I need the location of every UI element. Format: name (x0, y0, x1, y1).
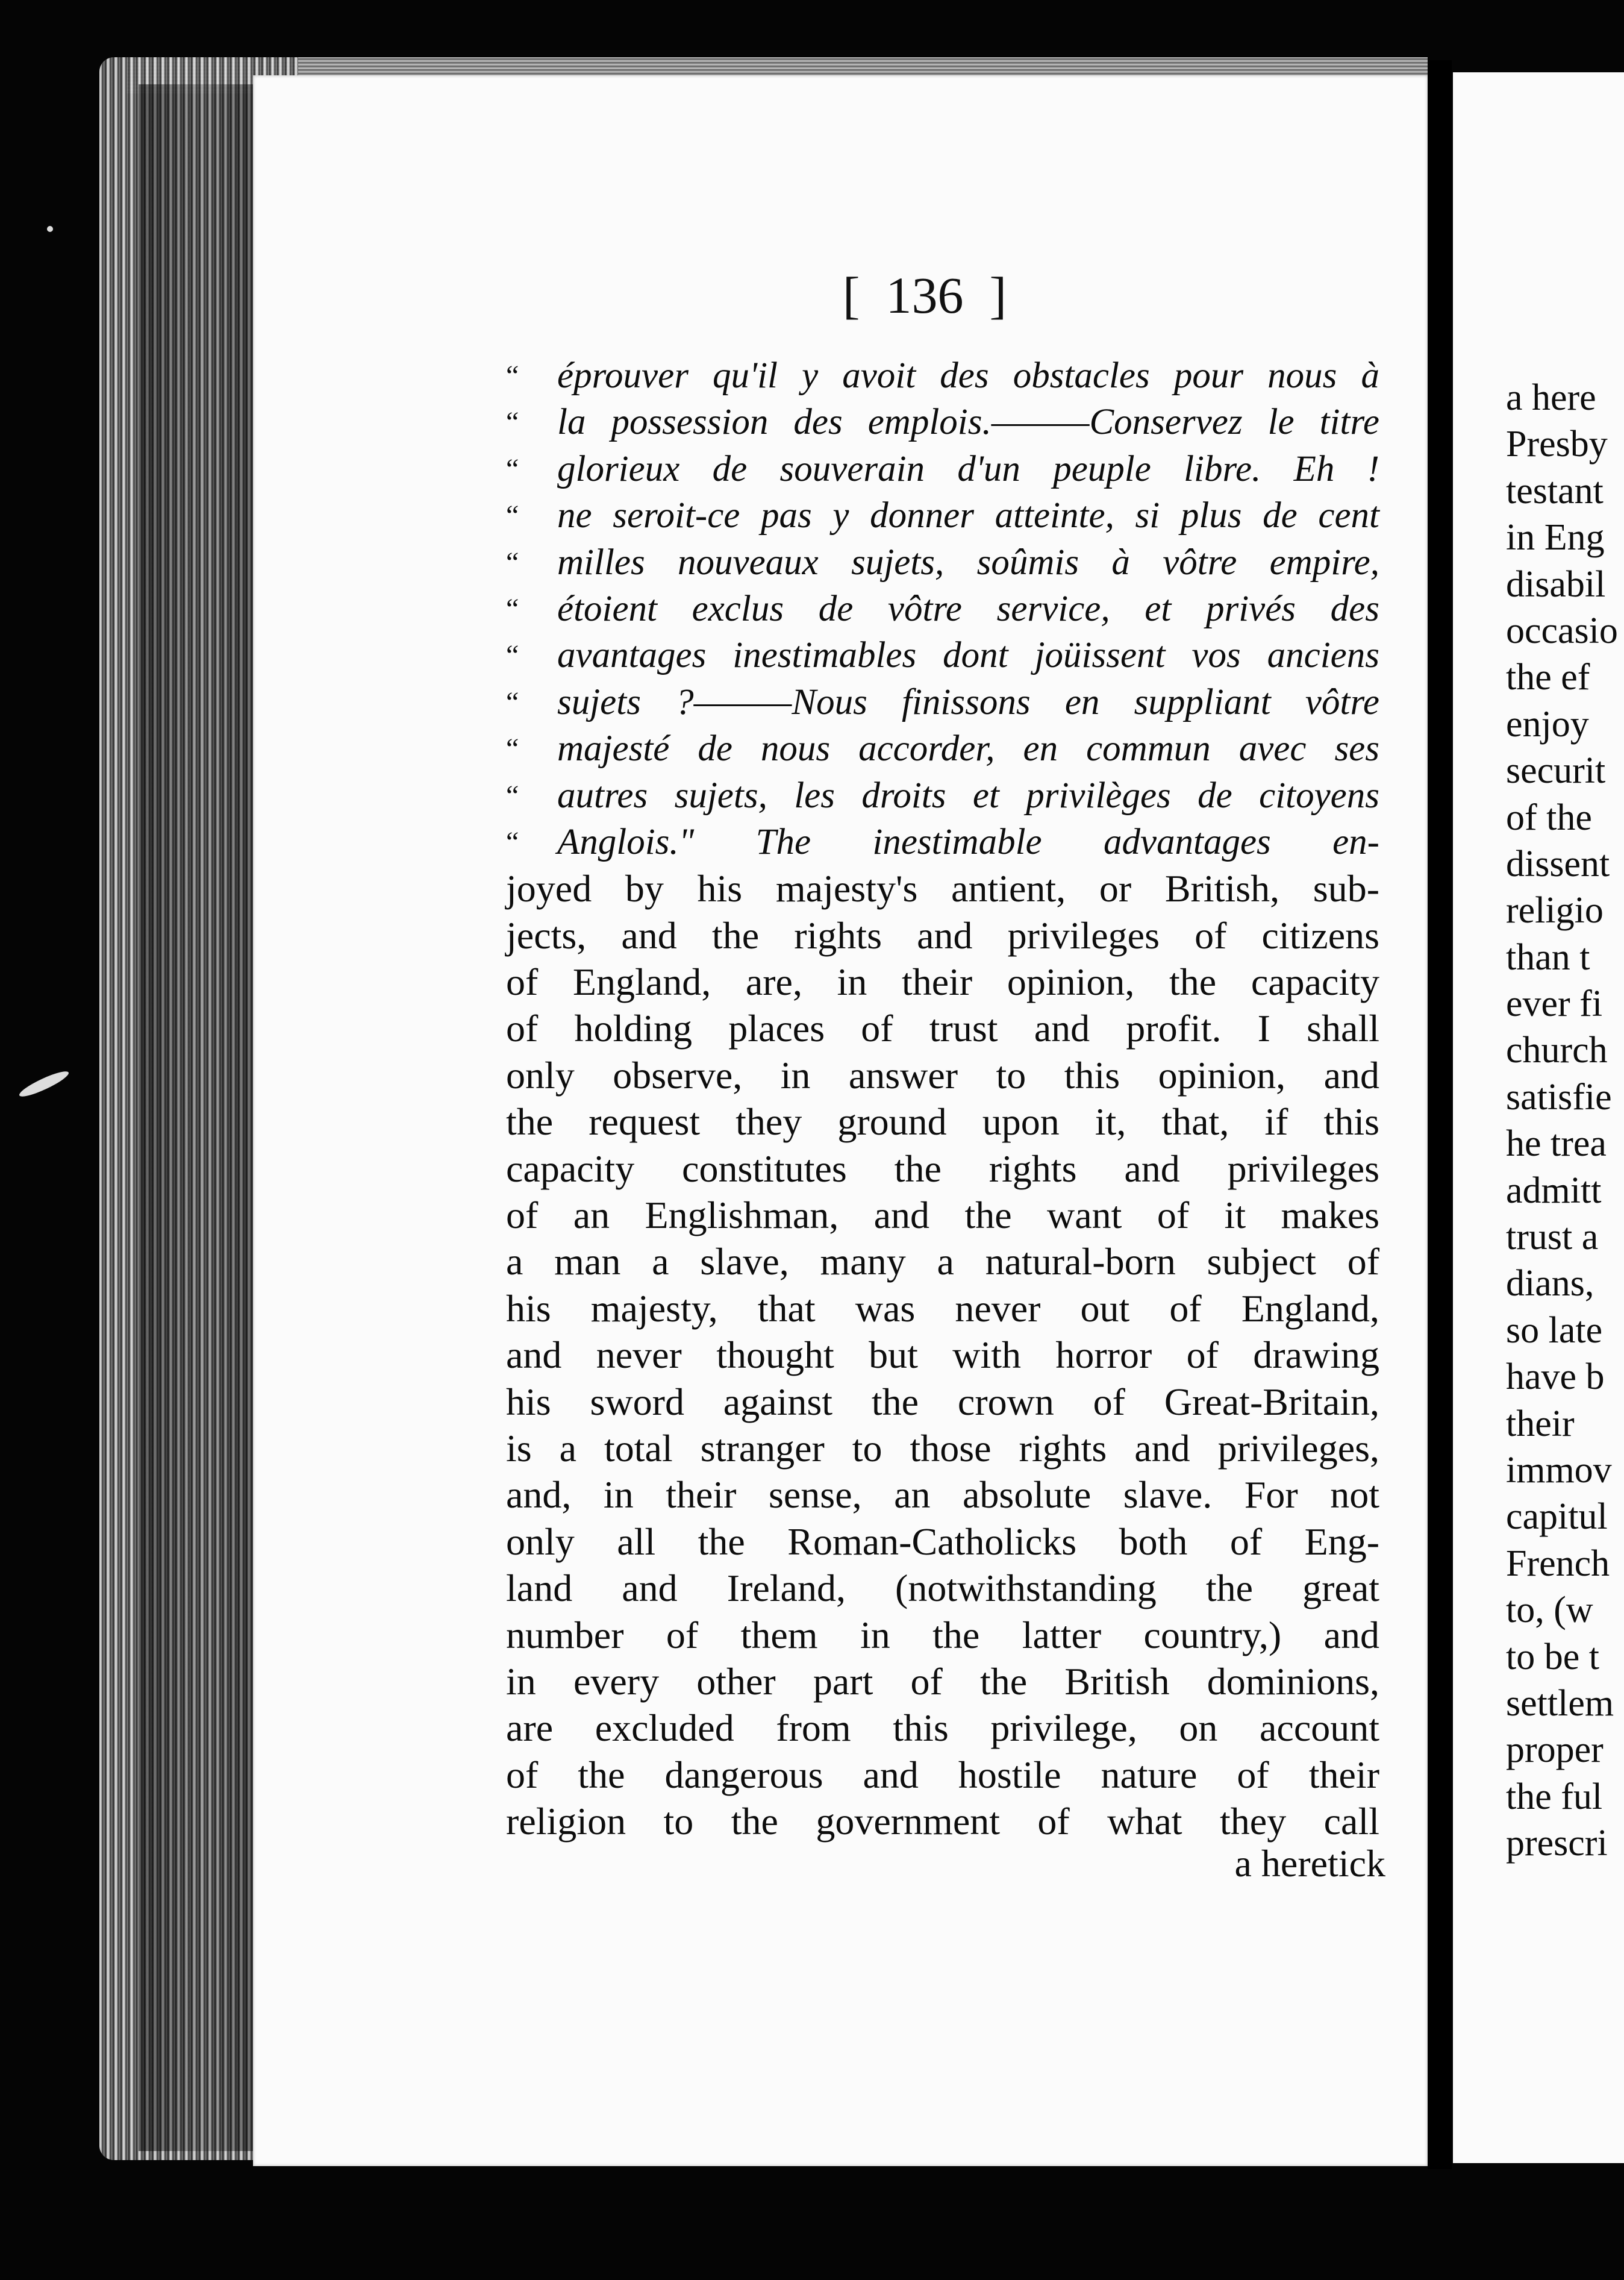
line-text: éprouver qu'il y avoit des obstacles pour nous à (557, 355, 1379, 396)
line-text: capacity constitutes the rights and privileges (506, 1147, 1379, 1190)
quote-mark: “ (506, 639, 519, 672)
text-line (506, 1285, 1379, 1332)
line-text: only all the Roman-Catholicks both of Eng- (506, 1520, 1379, 1563)
facing-text-line: satisfie (1506, 1076, 1612, 1118)
quote-mark: “ (506, 500, 519, 532)
facing-text-line: than t (1506, 936, 1590, 978)
line-text: la possession des emplois.———Conservez le titre (557, 402, 1379, 443)
page-body-text (506, 352, 1379, 1845)
facing-text-line: admitt (1506, 1170, 1602, 1211)
text-line (506, 1425, 1379, 1471)
line-text: ne seroit-ce pas y donner atteinte, si plus de cent (557, 495, 1379, 536)
text-line (506, 772, 1379, 819)
text-line (506, 1005, 1379, 1051)
facing-text-line: the ef (1506, 657, 1590, 698)
line-text: and, in their sense, an absolute slave. For not (506, 1473, 1379, 1517)
facing-text-line: to be t (1506, 1636, 1599, 1677)
quote-mark: “ (506, 779, 519, 812)
line-text: his majesty, that was never out of England, (506, 1286, 1379, 1330)
quote-mark: “ (506, 406, 519, 439)
facing-text-line: French (1506, 1542, 1610, 1584)
quote-mark: “ (506, 546, 519, 578)
text-line (506, 1145, 1379, 1192)
text-line (506, 1471, 1379, 1518)
line-text: the request they ground upon it, that, if this (506, 1100, 1379, 1144)
facing-text-line: securit (1506, 750, 1606, 792)
text-line (506, 912, 1379, 959)
line-text: in every other part of the British dominions, (506, 1659, 1379, 1703)
facing-text-line: to, (w (1506, 1589, 1593, 1631)
facing-text-line: immov (1506, 1449, 1612, 1491)
facing-text-line: capitul (1506, 1496, 1608, 1538)
quote-mark: “ (506, 686, 519, 718)
facing-text-line: religio (1506, 890, 1604, 932)
facing-text-line: he trea (1506, 1123, 1607, 1165)
line-text: and never thought but with horror of drawing (506, 1333, 1379, 1377)
facing-text-line: Presby (1506, 424, 1608, 465)
line-text: sujets ?———Nous finissons en suppliant vôtre (557, 681, 1379, 722)
line-text: Anglois." The inestimable advantages en- (557, 821, 1379, 862)
facing-text-line: settlem (1506, 1682, 1614, 1724)
line-text: étoient exclus de vôtre service, et privés des (557, 588, 1379, 629)
text-line (506, 1379, 1379, 1425)
facing-text-line: prescri (1506, 1823, 1608, 1864)
text-line (506, 819, 1379, 865)
line-text: avantages inestimables dont joüissent vos anciens (557, 635, 1379, 676)
quote-mark: “ (506, 733, 519, 765)
facing-text-line: trust a (1506, 1217, 1599, 1258)
line-text: only observe, in answer to this opinion, and (506, 1053, 1379, 1097)
text-line (506, 399, 1379, 445)
facing-text-line: proper (1506, 1729, 1604, 1771)
line-text: is a total stranger to those rights and privileges, (506, 1426, 1379, 1470)
facing-text-line: enjoy (1506, 703, 1589, 745)
facing-text-line: church (1506, 1030, 1608, 1071)
text-line (506, 1098, 1379, 1145)
line-text: number of them in the latter country,) and (506, 1613, 1379, 1656)
facing-text-line: a here (1506, 377, 1596, 418)
text-line (506, 865, 1379, 912)
line-text: jects, and the rights and privileges of citizens (506, 913, 1379, 957)
text-line (506, 725, 1379, 772)
dust-speck (17, 1068, 70, 1100)
text-line (506, 1518, 1379, 1565)
text-line (506, 586, 1379, 632)
line-text: milles nouveaux sujets, soûmis à vôtre empire, (557, 542, 1379, 583)
line-text: of England, are, in their opinion, the capacity (506, 960, 1379, 1004)
facing-text-line: ever fi (1506, 983, 1603, 1025)
page-number: [ 136 ] (842, 266, 1007, 324)
text-line (506, 1052, 1379, 1098)
catchword: a heretick (1234, 1842, 1385, 1885)
text-line (506, 1798, 1379, 1844)
line-text: majesté de nous accorder, en commun avec ses (557, 728, 1379, 769)
text-line (506, 1192, 1379, 1238)
text-line (506, 352, 1379, 399)
book-gutter (1428, 60, 1452, 2169)
dust-speck (47, 226, 53, 232)
facing-text-line: so late (1506, 1309, 1603, 1351)
text-line (506, 1705, 1379, 1751)
facing-text-line: their (1506, 1403, 1575, 1444)
facing-text-line: dissent (1506, 843, 1610, 885)
line-text: land and Ireland, (notwithstanding the great (506, 1567, 1379, 1610)
line-text: glorieux de souverain d'un peuple libre. Eh ! (557, 448, 1379, 489)
line-text: autres sujets, les droits et privilèges de citoyens (557, 775, 1379, 816)
text-line (506, 1612, 1379, 1658)
line-text: his sword against the crown of Great-Britain, (506, 1380, 1379, 1423)
line-text: of holding places of trust and profit. I shall (506, 1007, 1379, 1050)
quote-mark: “ (506, 825, 519, 858)
quote-mark: “ (506, 592, 519, 625)
text-line (506, 632, 1379, 678)
line-text: religion to the government of what they call (506, 1800, 1379, 1843)
facing-page-text (1506, 375, 1624, 1867)
facing-text-line: the ful (1506, 1776, 1603, 1817)
text-line (506, 1332, 1379, 1378)
text-line (506, 1658, 1379, 1705)
quote-mark: “ (506, 360, 519, 392)
line-text: joyed by his majesty's antient, or British, sub- (506, 867, 1379, 910)
text-line (506, 539, 1379, 586)
facing-text-line: testant (1506, 470, 1604, 512)
line-text: of an Englishman, and the want of it makes (506, 1194, 1379, 1237)
facing-text-line: in Eng (1506, 517, 1605, 559)
facing-text-line: of the (1506, 797, 1592, 838)
facing-text-line: dians, (1506, 1263, 1594, 1304)
book-edge-shadow (139, 84, 271, 2151)
text-line (506, 1752, 1379, 1798)
quote-mark: “ (506, 453, 519, 485)
text-line (506, 1238, 1379, 1285)
facing-text-line: occasio (1506, 610, 1618, 651)
text-line (506, 959, 1379, 1005)
line-text: a man a slave, many a natural-born subject of (506, 1240, 1379, 1283)
line-text: are excluded from this privilege, on account (506, 1706, 1379, 1750)
text-line (506, 1565, 1379, 1611)
text-line (506, 446, 1379, 492)
text-line (506, 679, 1379, 725)
text-line (506, 492, 1379, 539)
line-text: of the dangerous and hostile nature of their (506, 1753, 1379, 1796)
facing-text-line: disabil (1506, 563, 1606, 605)
facing-text-line: have b (1506, 1356, 1605, 1398)
